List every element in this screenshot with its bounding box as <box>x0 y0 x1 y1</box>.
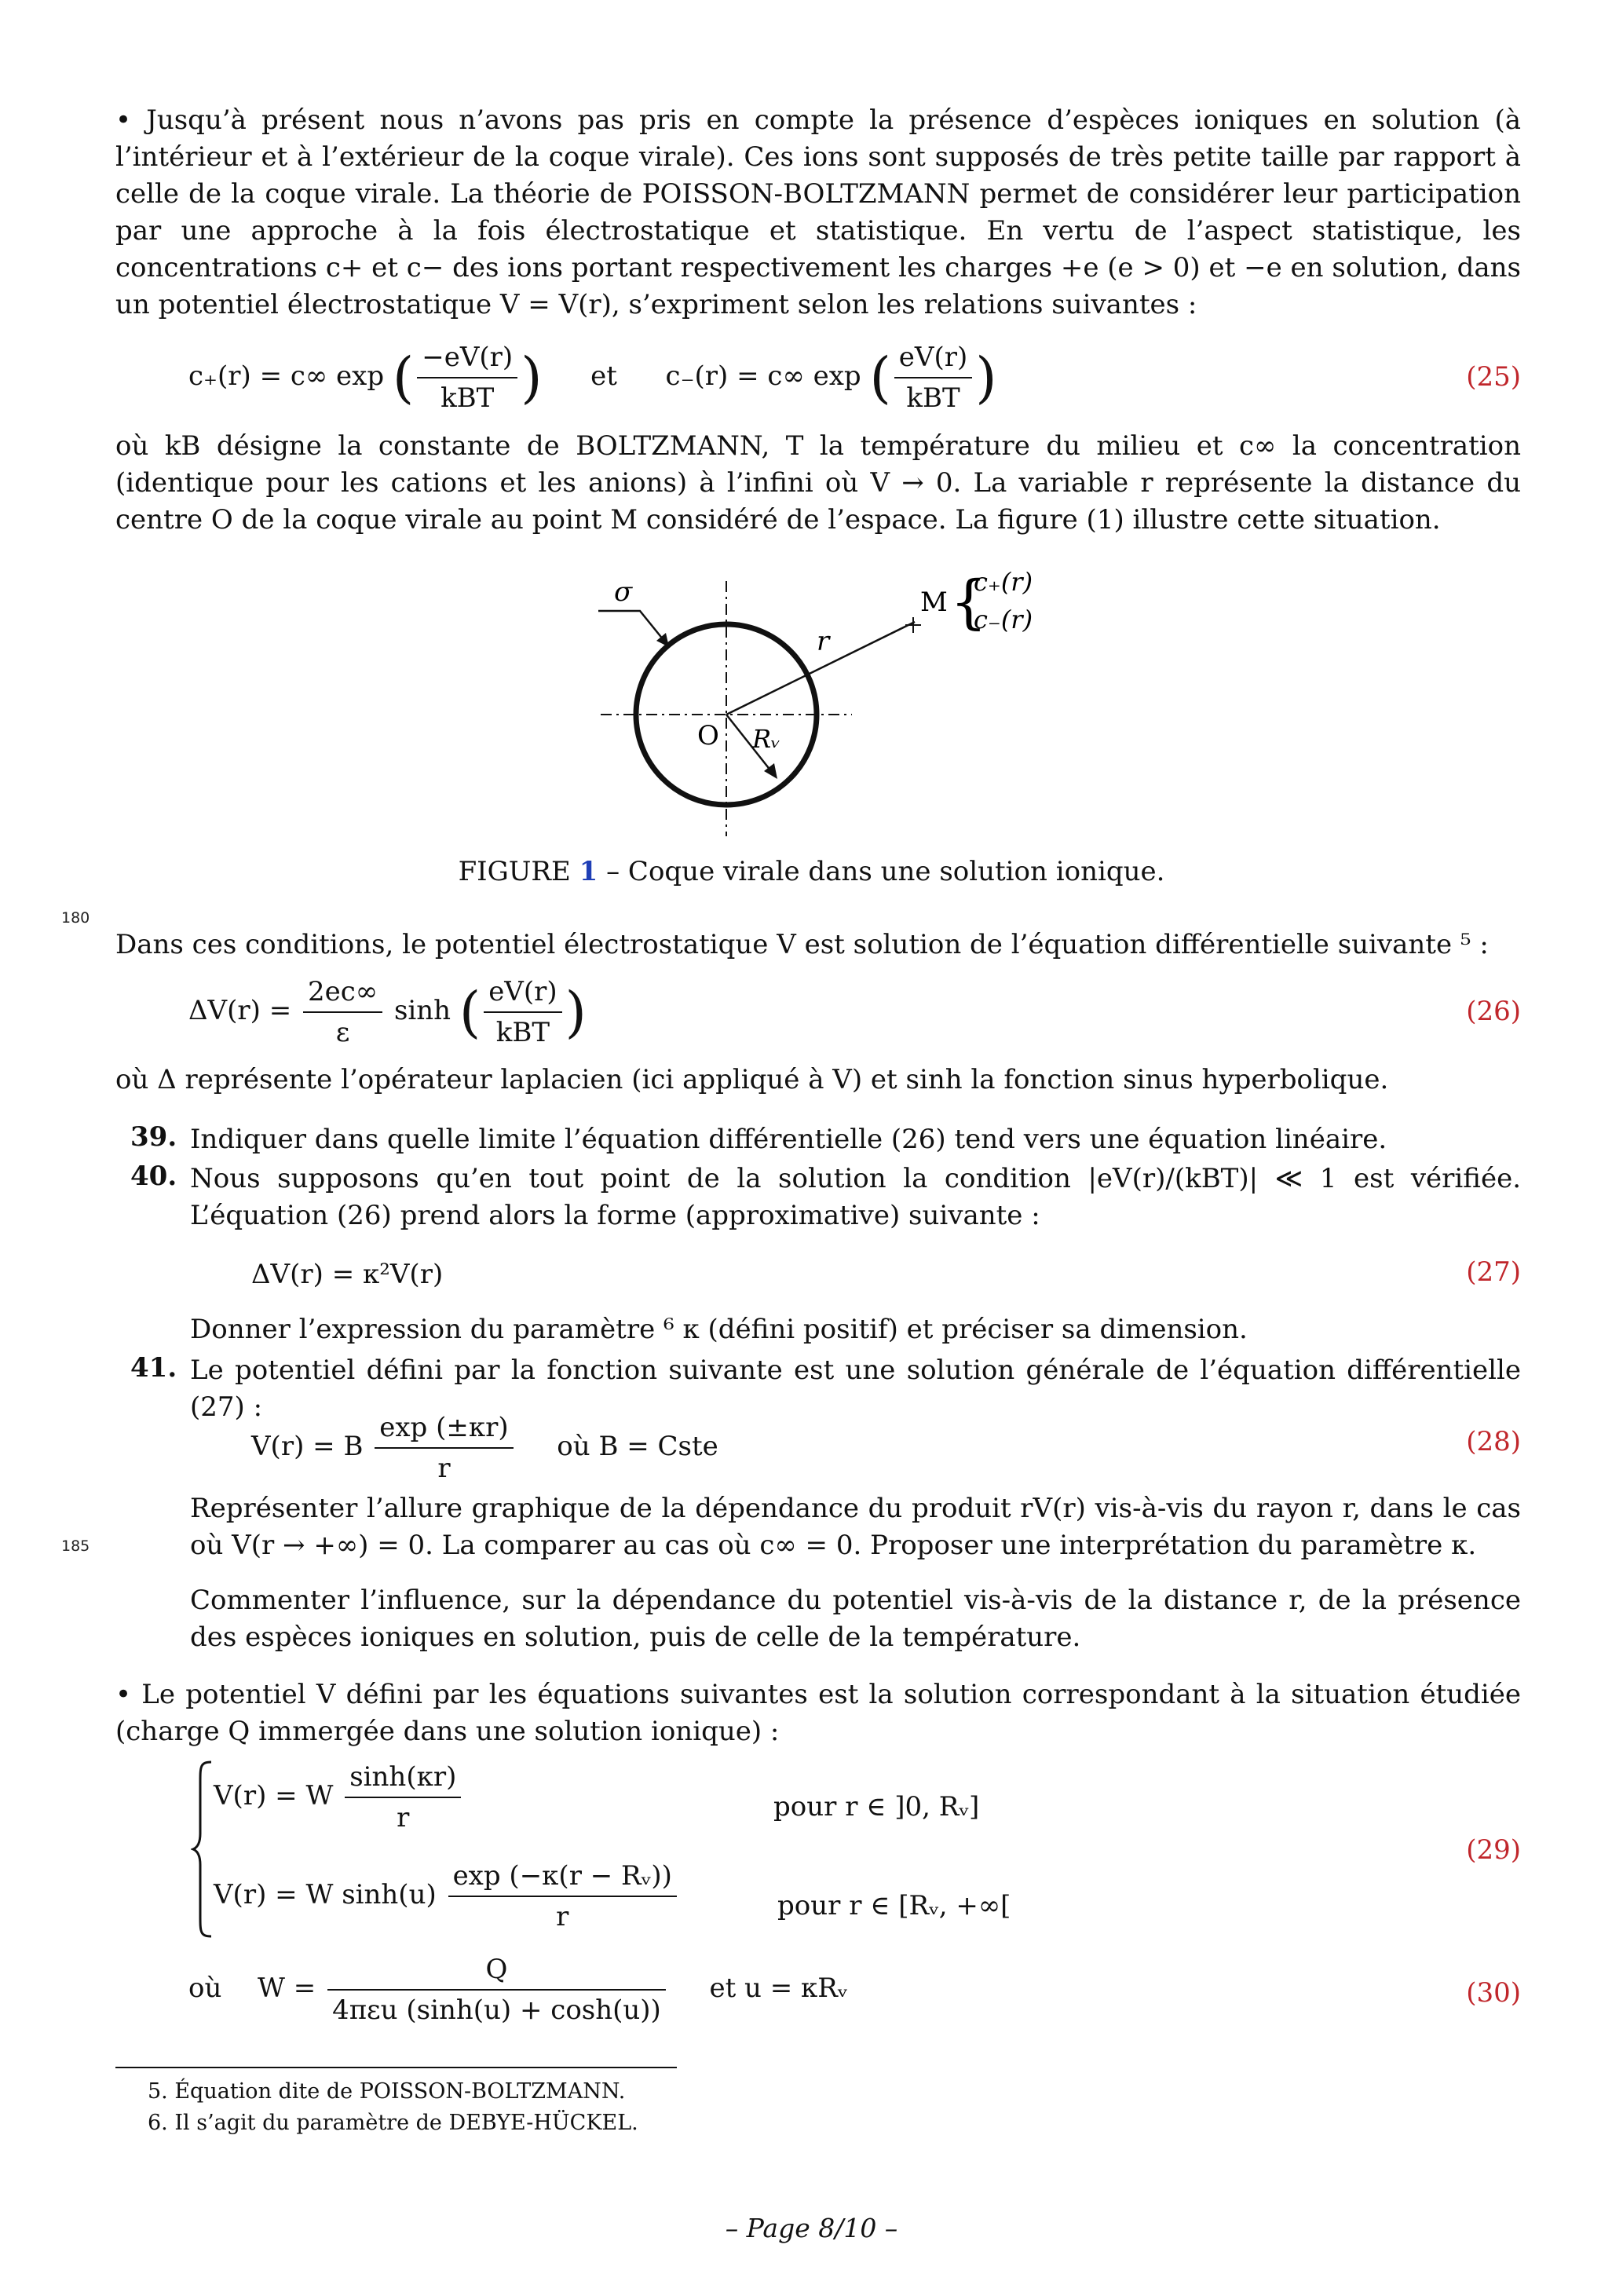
eq25-number: (25) <box>1466 361 1521 393</box>
cminus-label: c₋(r) <box>974 605 1033 634</box>
question-41-number: 41. <box>130 1352 177 1384</box>
sigma-arrow <box>598 611 663 640</box>
equation-27: ΔV(r) = κ²V(r) <box>251 1259 444 1290</box>
brace: { <box>950 569 988 636</box>
figure-viral-shell <box>581 565 1068 864</box>
eq27-number: (27) <box>1466 1256 1521 1288</box>
question-40-text: Nous supposons qu’en tout point de la solution la condition |eV(r)/(kBT)| ≪ 1 est vérifiée. L’équation (26) prend alors la forme (approximative) suivante : <box>190 1163 1521 1231</box>
equation-30: où W = $\frac{Q}{\text{4πεu (sinh(u) + cosh(u))}}$ et u = κRᵥ <box>188 1951 848 2028</box>
system-brace <box>191 1759 214 1940</box>
eq26-number: (26) <box>1466 996 1521 1027</box>
equation-25: c₊(r) = c∞ exp ( $\frac{-eV(r)}{\text{kBT}}$ ) et c₋(r) = c∞ exp ( $\frac{eV(r)}{\text{kBT}}$ ) <box>188 339 997 416</box>
question-40-number: 40. <box>130 1161 177 1192</box>
sigma-label: σ <box>614 576 633 608</box>
paragraph-after-26: où Δ représente l’opérateur laplacien (ici appliqué à V) et sinh la fonction sinus hyperbolique. <box>115 1064 1389 1095</box>
question-41-paragraph-2: Commenter l’influence, sur la dépendance du potentiel vis-à-vis de la distance r, de la présence des espèces ioniques en solution, puis de celle de la température. <box>190 1585 1521 1653</box>
eq25-frac2: $\frac{eV(r)}{\text{kBT}}$ <box>894 339 972 416</box>
eq25-and: et <box>590 360 617 392</box>
intro-paragraph <box>115 102 1521 324</box>
O-label: O <box>697 720 719 751</box>
line-number-185: 185 <box>61 1537 90 1555</box>
Rv-label: Rᵥ <box>752 724 781 754</box>
eq28-number: (28) <box>1466 1426 1521 1457</box>
conditions-paragraph: Dans ces conditions, le potentiel électrostatique V est solution de l’équation différentielle suivante ⁵ : <box>115 929 1489 960</box>
question-41-paragraph-1: Représenter l’allure graphique de la dépendance du produit rV(r) vis-à-vis du rayon r, dans le cas où V(r → +∞) = 0. La comparer au cas où c∞ = 0. Proposer une interprétation du paramètre κ. <box>190 1493 1521 1561</box>
equation-29-cond-1: pour r ∈ ]0, Rᵥ] <box>773 1791 980 1823</box>
final-paragraph: • Le potentiel V défini par les équations suivantes est la solution correspondant à la situation étudiée (charge Q immergée dans une solution ionique) : <box>115 1679 1522 1747</box>
eq30-number: (30) <box>1466 1977 1521 2009</box>
equation-28: V(r) = B $\frac{\exp (\pm\kappa r)}{r}$ où B = Cste <box>251 1409 718 1486</box>
question-39-text: Indiquer dans quelle limite l’équation différentielle (26) tend vers une équation linéaire. <box>190 1124 1387 1155</box>
M-label: M <box>920 587 948 618</box>
bullet: • <box>115 104 132 136</box>
question-39-number: 39. <box>130 1121 177 1153</box>
line-number-180: 180 <box>61 909 90 927</box>
figure-caption: FIGURE 1 – Coque virale dans une solution ionique. <box>458 856 1165 887</box>
paragraph-after-25: où kB désigne la constante de BOLTZMANN, T la température du milieu et c∞ la concentration (identique pour les cations et les anions) à l’infini où V → 0. La variable r représente la distance du centre O de la coque virale au point M considéré de l’espace. La figure (1) illustre cette situation. <box>115 430 1521 536</box>
eq25-lhs1: c₊(r) = c∞ exp <box>188 360 385 392</box>
equation-26: ΔV(r) = $\frac{2ec\infty}{\varepsilon}$ sinh ( $\frac{eV(r)}{\text{kBT}}$ ) <box>188 974 587 1051</box>
question-41-text: Le potentiel défini par la fonction suivante est une solution générale de l’équation différentielle (27) : <box>190 1355 1521 1423</box>
equation-29-line-1: V(r) = W $\frac{\sinh(\kappa r)}{r}$ <box>214 1759 464 1836</box>
page-footer: – Page 8/10 – <box>725 2213 898 2243</box>
footnote-5: 5. Équation dite de POISSON-BOLTZMANN. <box>148 2079 626 2104</box>
footnote-6: 6. Il s’agit du paramètre de DEBYE-HÜCKEL. <box>148 2111 638 2135</box>
eq25-frac1: $\frac{-eV(r)}{\text{kBT}}$ <box>417 339 517 416</box>
equation-29-line-2: V(r) = W sinh(u) $\frac{\text{exp (−κ(r − Rᵥ))}}{r}$ <box>214 1858 680 1935</box>
footnote-rule <box>115 2067 677 2068</box>
eq29-number: (29) <box>1466 1834 1521 1866</box>
intro-text: Jusqu’à présent nous n’avons pas pris en compte la présence d’espèces ioniques en solution (à l’intérieur et à l’extérieur de la coque virale). Ces ions sont supposés de très petite taille par rapport à celle de la coque virale. La théorie de POISSON-BOLTZMANN permet de considérer leur participation par une approche à la fois électrostatique et statistique. En vertu de l’aspect statistique, les concentrations c+ et c− des ions portant respectivement les charges +e (e > 0) et −e en solution, dans un potentiel électrostatique V = V(r), s’expriment selon les relations suivantes : <box>115 104 1521 320</box>
eq25-lhs2: c₋(r) = c∞ exp <box>665 360 861 392</box>
r-label: r <box>817 626 830 657</box>
cplus-label: c₊(r) <box>974 567 1033 597</box>
question-40-followup: Donner l’expression du paramètre ⁶ κ (défini positif) et préciser sa dimension. <box>190 1314 1248 1345</box>
equation-29-cond-2: pour r ∈ [Rᵥ, +∞[ <box>777 1890 1011 1921</box>
